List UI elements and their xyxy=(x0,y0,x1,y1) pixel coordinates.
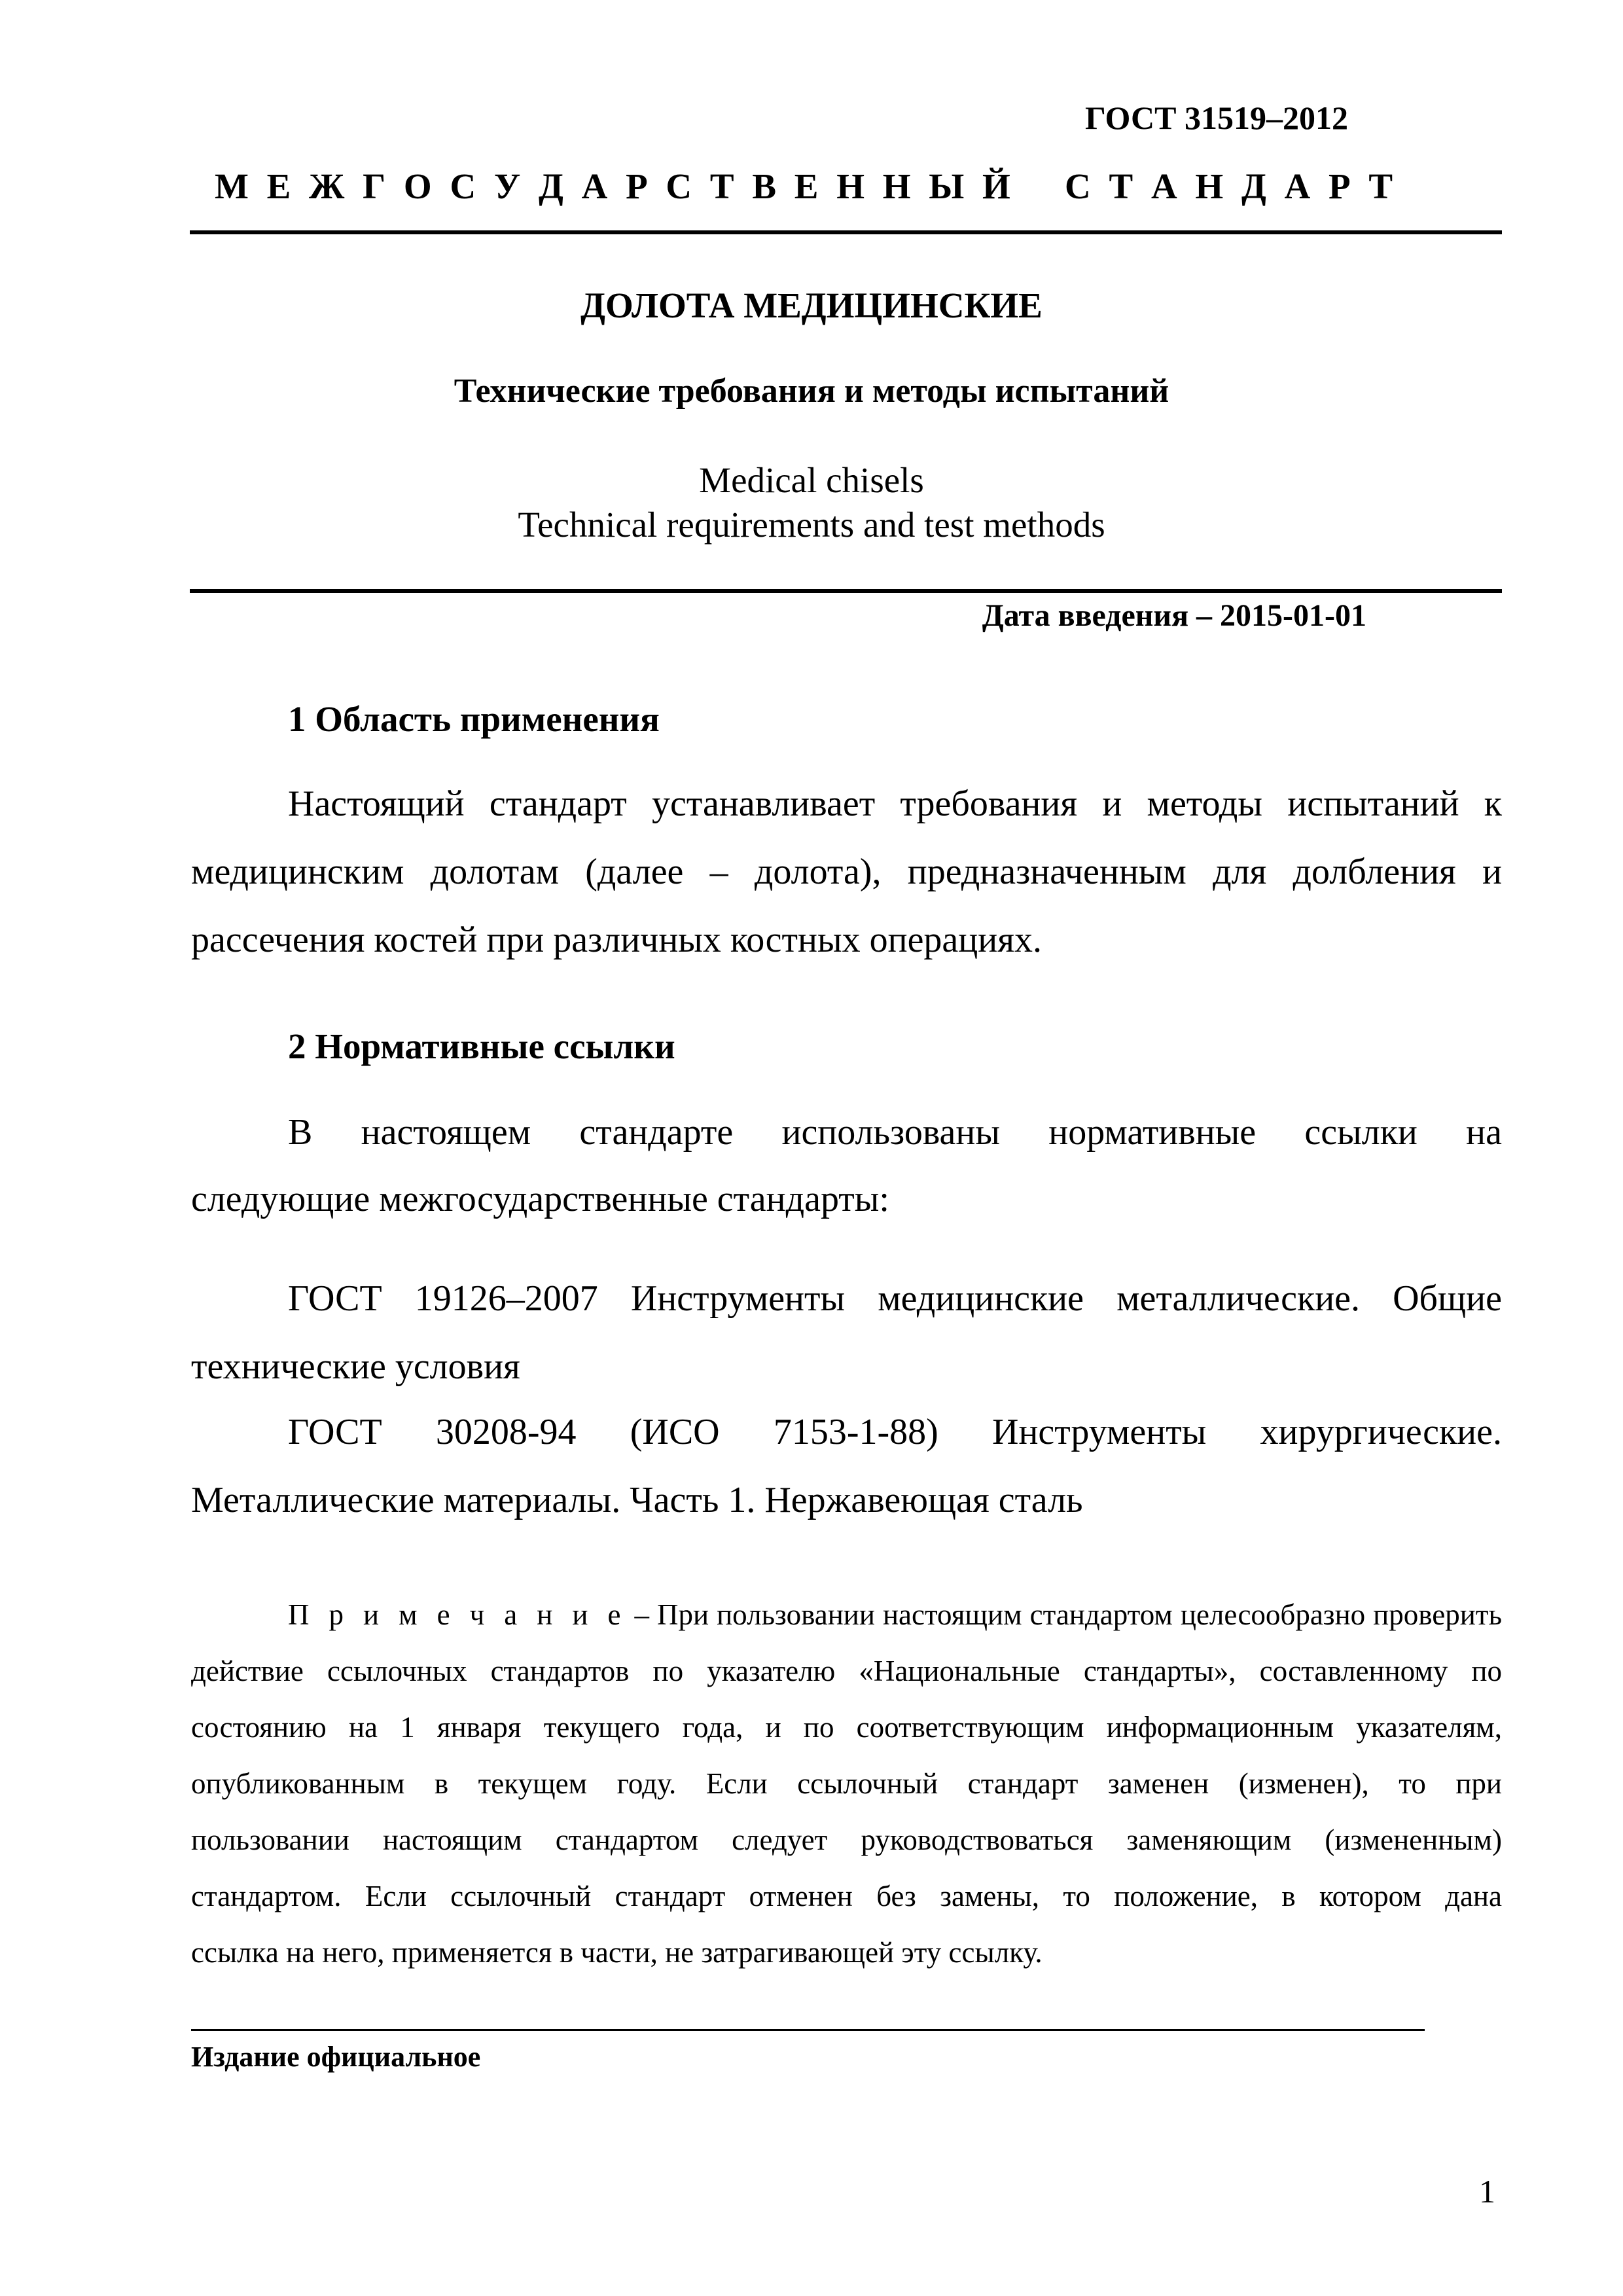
section-2-line-1: В настоящем стандарте использованы нормативные ссылки на xyxy=(288,1112,1502,1153)
reference-gost-19126-line-2: технические условия xyxy=(191,1346,520,1387)
reference-gost-30208-line-2: Металлические материалы. Часть 1. Нержавеющая сталь xyxy=(191,1480,1083,1520)
english-title-line-2: Technical requirements and test methods xyxy=(518,505,1105,545)
document-number: ГОСТ 31519–2012 xyxy=(1084,99,1348,136)
note-line-6: стандартом. Если ссылочный стандарт отменен без замены, то положение, в котором дана xyxy=(191,1880,1502,1912)
note-first-line-text: – При пользовании настоящим стандартом целесообразно проверить xyxy=(626,1598,1502,1631)
section-1-line-3: рассечения костей при различных костных операциях. xyxy=(191,920,1042,960)
introduction-date: Дата введения – 2015-01-01 xyxy=(982,598,1366,633)
footer-rule xyxy=(191,2029,1425,2031)
note-line-1 xyxy=(288,1598,1502,1631)
standard-banner: М Е Ж Г О С У Д А Р С Т В Е Н Н Ы Й С Т А Н Д А Р Т xyxy=(214,166,1393,206)
document-subtitle: Технические требования и методы испытаний xyxy=(454,372,1169,410)
section-1-line-2: медицинским долотам (далее – долота), предназначенным для долбления и xyxy=(191,852,1502,892)
section-2-line-2: следующие межгосударственные стандарты: xyxy=(191,1179,889,1219)
english-title-line-1: Medical chisels xyxy=(699,460,924,500)
section-1-heading: 1 Область применения xyxy=(288,699,660,739)
note-line-7: ссылка на него, применяется в части, не затрагивающей эту ссылку. xyxy=(191,1936,1043,1969)
document-title: ДОЛОТА МЕДИЦИНСКИЕ xyxy=(580,285,1043,325)
note-line-2: действие ссылочных стандартов по указателю «Национальные стандарты», составленному по xyxy=(191,1655,1502,1687)
note-line-4: опубликованным в текущем году. Если ссылочный стандарт заменен (изменен), то при xyxy=(191,1767,1502,1800)
top-rule xyxy=(190,230,1502,234)
reference-gost-19126-line-1: ГОСТ 19126–2007 Инструменты медицинские металлические. Общие xyxy=(288,1278,1502,1319)
note-label: П р и м е ч а н и е xyxy=(288,1598,627,1631)
section-2-heading: 2 Нормативные ссылки xyxy=(288,1026,675,1066)
title-bottom-rule xyxy=(190,589,1502,593)
note-line-5: пользовании настоящим стандартом следует руководствоваться заменяющим (измененным) xyxy=(191,1823,1502,1856)
note-line-3: состоянию на 1 января текущего года, и по соответствующим информационным указателям, xyxy=(191,1711,1502,1744)
page-number: 1 xyxy=(1479,2173,1495,2210)
reference-gost-30208-line-1: ГОСТ 30208-94 (ИСО 7153-1-88) Инструменты хирургические. xyxy=(288,1412,1502,1452)
official-edition-label: Издание официальное xyxy=(191,2041,481,2073)
section-1-line-1: Настоящий стандарт устанавливает требования и методы испытаний к xyxy=(288,783,1502,824)
